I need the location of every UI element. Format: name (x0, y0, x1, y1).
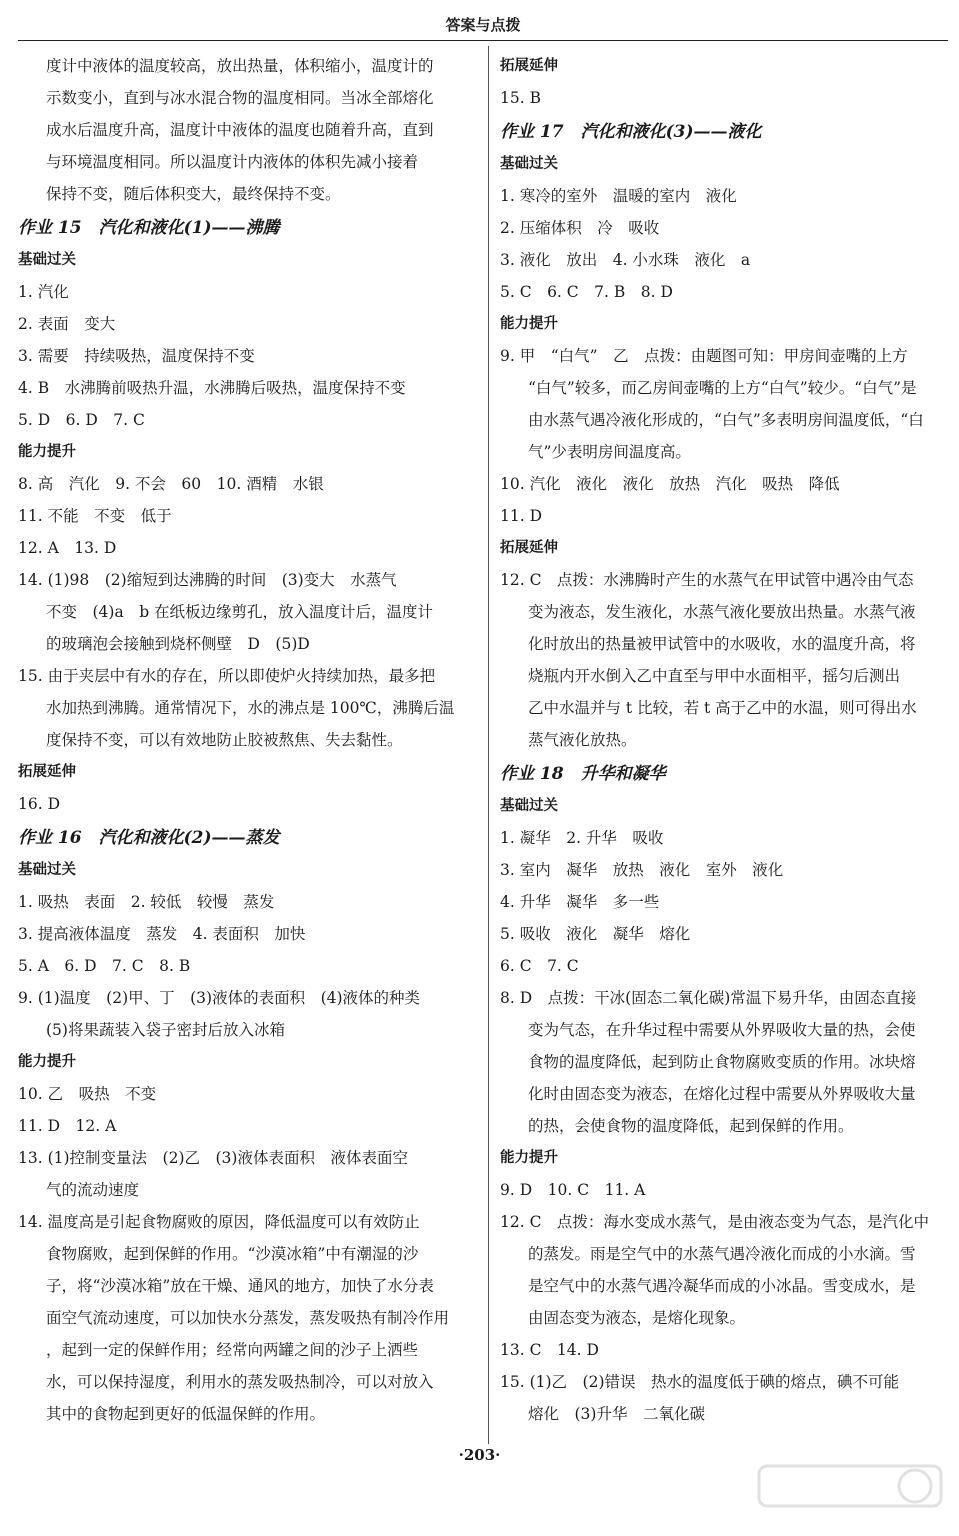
subsection-heading: 基础过关 (18, 252, 76, 268)
answer-line-continued: 乙中水温并与 t 比较，若 t 高于乙中的水温，则可得出水 (528, 699, 917, 717)
section-heading: 作业 17 汽化和液化(3)——液化 (500, 122, 762, 142)
left-column (18, 50, 470, 1430)
answer-line: 11. 不能 不变 低于 (18, 507, 172, 525)
subsection-heading: 能力提升 (500, 1150, 558, 1166)
answer-line: 11. D (500, 507, 543, 525)
answer-line: 15. (1)乙 (2)错误 热水的温度低于碘的熔点，碘不可能 (500, 1373, 899, 1391)
subsection-heading: 基础过关 (500, 156, 558, 172)
answer-line: 1. 凝华 2. 升华 吸收 (500, 829, 664, 847)
answer-line: 4. B 水沸腾前吸热升温，水沸腾后吸热，温度保持不变 (18, 379, 406, 397)
answer-line: 9. (1)温度 (2)甲、丁 (3)液体的表面积 (4)液体的种类 (18, 989, 421, 1007)
subsection-heading: 拓展延伸 (500, 58, 558, 74)
answer-line-continued: 成水后温度升高，温度计中液体的温度也随着升高，直到 (46, 121, 434, 139)
answer-line: 6. C 7. C (500, 957, 579, 975)
section-heading: 作业 15 汽化和液化(1)——沸腾 (18, 218, 280, 238)
answer-line: 1. 寒冷的室外 温暖的室内 液化 (500, 187, 737, 205)
subsection-heading: 能力提升 (18, 1054, 76, 1070)
answer-line: 13. C 14. D (500, 1341, 599, 1359)
answer-line: 15. 由于夹层中有水的存在，所以即使炉火持续加热，最多把 (18, 667, 436, 685)
subsection-heading: 拓展延伸 (18, 764, 76, 780)
answer-line-continued: 度计中液体的温度较高，放出热量，体积缩小，温度计的 (46, 57, 434, 75)
answer-line: 5. A 6. D 7. C 8. B (18, 957, 191, 975)
answer-line: 10. 乙 吸热 不变 (18, 1085, 157, 1103)
page-header: 答案与点拨 (445, 16, 521, 34)
answer-line-continued: 蒸气液化放热。 (528, 731, 637, 749)
answer-line-continued: 由水蒸气遇冷液化形成的，“白气”多表明房间温度低，“白 (528, 411, 924, 429)
answer-line-continued: “白气”较多，而乙房间壶嘴的上方“白气”较少。“白气”是 (528, 379, 917, 397)
answer-line-continued: 不变 (4)a b 在纸板边缘剪孔，放入温度计后，温度计 (46, 603, 434, 621)
answer-line: 14. 温度高是引起食物腐败的原因，降低温度可以有效防止 (18, 1213, 420, 1231)
answer-line-continued: 的热，会使食物的温度降低，起到保鲜的作用。 (528, 1117, 854, 1135)
answer-line: 10. 汽化 液化 液化 放热 汽化 吸热 降低 (500, 475, 840, 493)
section-heading: 作业 18 升华和凝华 (500, 764, 666, 784)
answer-line: 2. 表面 变大 (18, 315, 116, 333)
answer-line-continued: 的蒸发。雨是空气中的水蒸气遇冷液化而成的小水滴。雪 (528, 1245, 916, 1263)
answer-line: 3. 提高液体温度 蒸发 4. 表面积 加快 (18, 925, 306, 943)
answer-line-continued: 的玻璃泡会接触到烧杯侧壁 D (5)D (46, 635, 310, 653)
answer-line-continued: ，起到一定的保鲜作用；经常向两罐之间的沙子上洒些 (46, 1341, 419, 1359)
answer-line-continued: 气”少表明房间温度高。 (528, 443, 691, 461)
answer-line: 2. 压缩体积 冷 吸收 (500, 219, 660, 237)
answer-line-continued: 与环境温度相同。所以温度计内液体的体积先减小接着 (46, 153, 419, 171)
answer-line: 14. (1)98 (2)缩短到达沸腾的时间 (3)变大 水蒸气 (18, 571, 397, 589)
answer-line: 13. (1)控制变量法 (2)乙 (3)液体表面积 液体表面空 (18, 1149, 408, 1167)
answer-line: 3. 液化 放出 4. 小水珠 液化 a (500, 251, 751, 269)
page-number: ·203· (458, 1446, 501, 1464)
answer-line-continued: 化时放出的热量被甲试管中的水吸收，水的温度升高，将 (528, 635, 916, 653)
answer-line: 3. 需要 持续吸热，温度保持不变 (18, 347, 255, 365)
answer-line-continued: 水加热到沸腾。通常情况下，水的沸点是 100℃，沸腾后温 (46, 699, 455, 717)
answer-line-continued: 烧瓶内开水倒入乙中直至与甲中水面相平，摇匀后测出 (528, 667, 901, 685)
answer-line: 1. 吸热 表面 2. 较低 较慢 蒸发 (18, 893, 275, 911)
subsection-heading: 拓展延伸 (500, 540, 558, 556)
answer-line-continued: 气的流动速度 (46, 1181, 140, 1199)
answer-line-continued: 食物的温度降低，起到防止食物腐败变质的作用。冰块熔 (528, 1053, 916, 1071)
answer-line-continued: 示数变小，直到与冰水混合物的温度相同。当冰全部熔化 (46, 89, 434, 107)
watermark-logo-icon (755, 1462, 945, 1532)
subsection-heading: 基础过关 (500, 798, 558, 814)
answer-line: 5. 吸收 液化 凝华 熔化 (500, 925, 691, 943)
subsection-heading: 能力提升 (500, 316, 558, 332)
answer-line-continued: 由固态变为液态，是熔化现象。 (528, 1309, 746, 1327)
answer-line-continued: 水，可以保持湿度，利用水的蒸发吸热制冷，可以对放入 (46, 1373, 434, 1391)
section-heading: 作业 16 汽化和液化(2)——蒸发 (18, 828, 280, 848)
answer-line: 15. B (500, 89, 541, 107)
header-rule (18, 40, 948, 41)
answer-line: 1. 汽化 (18, 283, 69, 301)
answer-line-continued: 变为液态，发生液化，水蒸气液化要放出热量。水蒸气液 (528, 603, 916, 621)
answer-line: 12. C 点拨：海水变成水蒸气，是由液态变为气态，是汽化中 (500, 1213, 929, 1231)
right-column (500, 50, 952, 1430)
answer-line: 5. D 6. D 7. C (18, 411, 145, 429)
answer-line: 16. D (18, 795, 61, 813)
answer-line-continued: 化时由固态变为液态，在熔化过程中需要从外界吸收大量 (528, 1085, 916, 1103)
answer-line-continued: 其中的食物起到更好的低温保鲜的作用。 (46, 1405, 326, 1423)
answer-line: 9. 甲 “白气” 乙 点拨：由题图可知：甲房间壶嘴的上方 (500, 347, 908, 365)
answer-line: 5. C 6. C 7. B 8. D (500, 283, 673, 301)
subsection-heading: 基础过关 (18, 862, 76, 878)
answer-line-continued: 变为气态，在升华过程中需要从外界吸收大量的热，会使 (528, 1021, 916, 1039)
answer-line-continued: 面空气流动速度，可以加快水分蒸发，蒸发吸热有制冷作用 (46, 1309, 450, 1327)
answer-line: 4. 升华 凝华 多一些 (500, 893, 660, 911)
answer-line-continued: 熔化 (3)升华 二氧化碳 (528, 1405, 705, 1423)
answer-line-continued: 是空气中的水蒸气遇冷凝华而成的小冰晶。雪变成水，是 (528, 1277, 916, 1295)
answer-line-continued: 度保持不变，可以有效地防止胶被熬焦、失去黏性。 (46, 731, 403, 749)
answer-line: 11. D 12. A (18, 1117, 117, 1135)
answer-line-continued: 食物腐败，起到保鲜的作用。“沙漠冰箱”中有潮湿的沙 (46, 1245, 419, 1263)
answer-line: 3. 室内 凝华 放热 液化 室外 液化 (500, 861, 784, 879)
answer-line: 8. D 点拨：干冰(固态二氧化碳)常温下易升华，由固态直接 (500, 989, 917, 1007)
answer-line: 12. A 13. D (18, 539, 117, 557)
answer-line: 8. 高 汽化 9. 不会 60 10. 酒精 水银 (18, 475, 324, 493)
column-divider (488, 46, 489, 1444)
answer-line-continued: 子，将“沙漠冰箱”放在干燥、通风的地方，加快了水分表 (46, 1277, 434, 1295)
answer-line-continued: 保持不变，随后体积变大，最终保持不变。 (46, 185, 341, 203)
answer-line: 9. D 10. C 11. A (500, 1181, 646, 1199)
subsection-heading: 能力提升 (18, 444, 76, 460)
answer-line-continued: (5)将果蔬装入袋子密封后放入冰箱 (46, 1021, 285, 1039)
answer-line: 12. C 点拨：水沸腾时产生的水蒸气在甲试管中遇冷由气态 (500, 571, 914, 589)
